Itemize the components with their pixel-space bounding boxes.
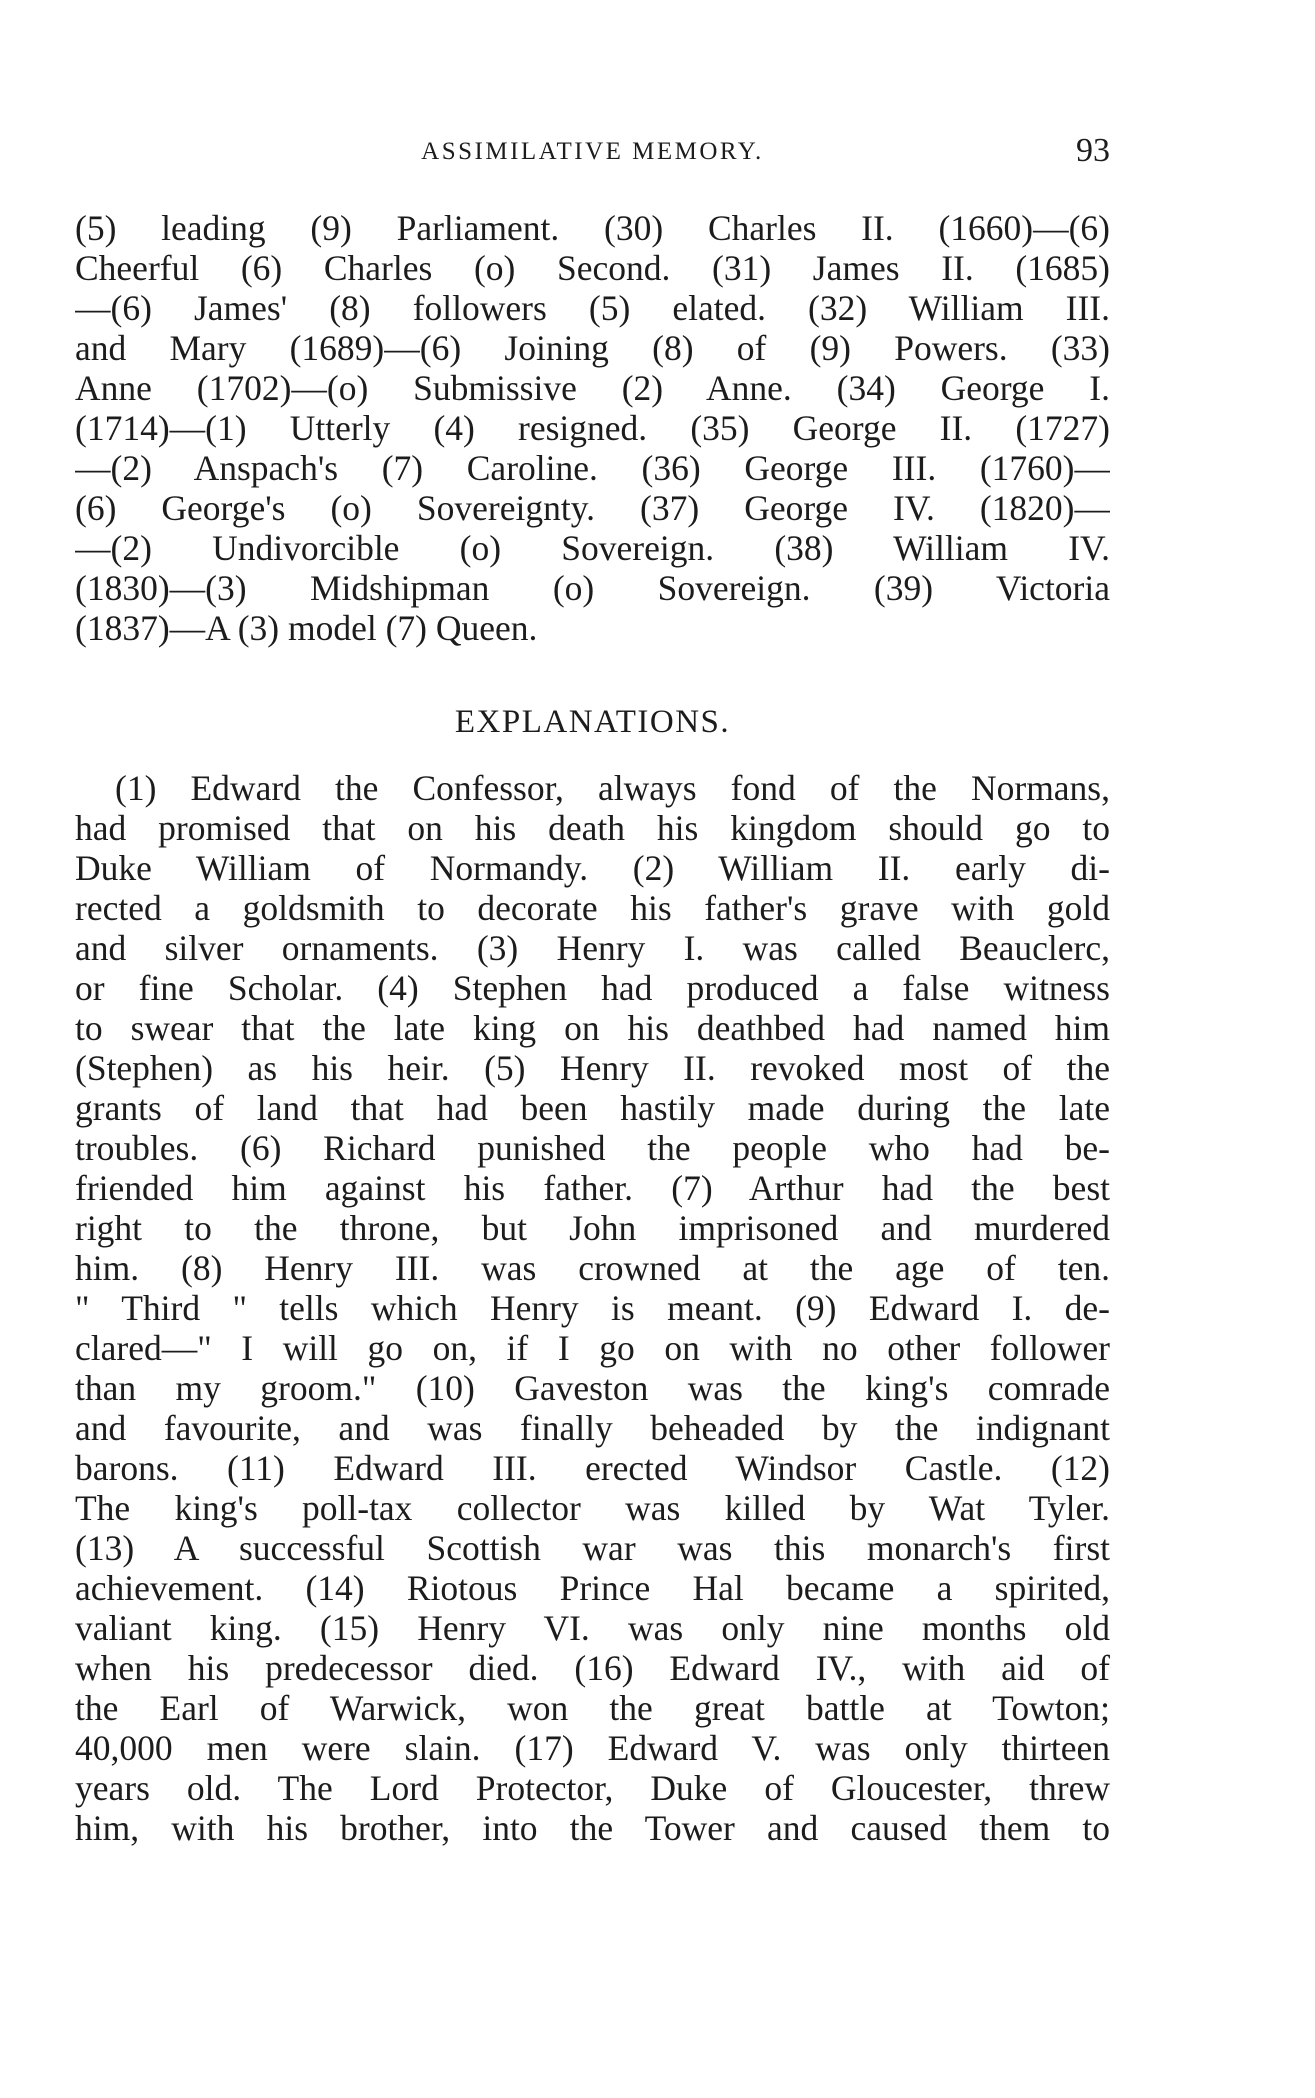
text-line: and favourite, and was finally beheaded by the indignant: [75, 1408, 1110, 1448]
text-line: (Stephen) as his heir. (5) Henry II. revoked most of the: [75, 1048, 1110, 1088]
page-number: 93: [1076, 132, 1110, 169]
text-line: when his predecessor died. (16) Edward IV., with aid of: [75, 1648, 1110, 1688]
text-line: right to the throne, but John imprisoned and murdered: [75, 1208, 1110, 1248]
text-line: barons. (11) Edward III. erected Windsor Castle. (12): [75, 1448, 1110, 1488]
running-head: [75, 132, 1110, 178]
text-line: The king's poll-tax collector was killed by Wat Tyler.: [75, 1488, 1110, 1528]
text-line: (1714)—(1) Utterly (4) resigned. (35) George II. (1727): [75, 408, 1110, 448]
text-line: troubles. (6) Richard punished the people who had be-: [75, 1128, 1110, 1168]
text-line: (6) George's (o) Sovereignty. (37) George IV. (1820)—: [75, 488, 1110, 528]
text-line: —(2) Anspach's (7) Caroline. (36) George III. (1760)—: [75, 448, 1110, 488]
text-line: (1) Edward the Confessor, always fond of the Normans,: [115, 768, 1110, 808]
text-line: 40,000 men were slain. (17) Edward V. was only thirteen: [75, 1728, 1110, 1768]
text-line: —(6) James' (8) followers (5) elated. (32) William III.: [75, 288, 1110, 328]
text-line: him, with his brother, into the Tower and caused them to: [75, 1808, 1110, 1848]
mnemonic-paragraph: [75, 208, 1110, 648]
text-line: him. (8) Henry III. was crowned at the age of ten.: [75, 1248, 1110, 1288]
text-line: —(2) Undivorcible (o) Sovereign. (38) William IV.: [75, 528, 1110, 568]
text-line: Anne (1702)—(o) Submissive (2) Anne. (34) George I.: [75, 368, 1110, 408]
text-line: rected a goldsmith to decorate his father's grave with gold: [75, 888, 1110, 928]
running-title: ASSIMILATIVE MEMORY.: [421, 138, 764, 165]
section-heading: EXPLANATIONS.: [454, 704, 731, 740]
text-line: Duke William of Normandy. (2) William II. early di-: [75, 848, 1110, 888]
text-line: grants of land that had been hastily made during the late: [75, 1088, 1110, 1128]
text-line: than my groom." (10) Gaveston was the king's comrade: [75, 1368, 1110, 1408]
text-line: had promised that on his death his kingdom should go to: [75, 808, 1110, 848]
text-line: valiant king. (15) Henry VI. was only nine months old: [75, 1608, 1110, 1648]
text-line: achievement. (14) Riotous Prince Hal became a spirited,: [75, 1568, 1110, 1608]
text-line: " Third " tells which Henry is meant. (9) Edward I. de-: [75, 1288, 1110, 1328]
explanations-paragraph: [75, 768, 1110, 1848]
text-line: the Earl of Warwick, won the great battle at Towton;: [75, 1688, 1110, 1728]
text-line: (1830)—(3) Midshipman (o) Sovereign. (39) Victoria: [75, 568, 1110, 608]
text-line: or fine Scholar. (4) Stephen had produced a false witness: [75, 968, 1110, 1008]
text-line: Cheerful (6) Charles (o) Second. (31) James II. (1685): [75, 248, 1110, 288]
text-line: (13) A successful Scottish war was this monarch's first: [75, 1528, 1110, 1568]
text-line: to swear that the late king on his deathbed had named him: [75, 1008, 1110, 1048]
text-line: and Mary (1689)—(6) Joining (8) of (9) Powers. (33): [75, 328, 1110, 368]
text-line: (5) leading (9) Parliament. (30) Charles II. (1660)—(6): [75, 208, 1110, 248]
text-line: clared—" I will go on, if I go on with no other follower: [75, 1328, 1110, 1368]
text-line: and silver ornaments. (3) Henry I. was called Beauclerc,: [75, 928, 1110, 968]
text-line: (1837)—A (3) model (7) Queen.: [75, 608, 538, 648]
text-line: friended him against his father. (7) Arthur had the best: [75, 1168, 1110, 1208]
text-line: years old. The Lord Protector, Duke of Gloucester, threw: [75, 1768, 1110, 1808]
